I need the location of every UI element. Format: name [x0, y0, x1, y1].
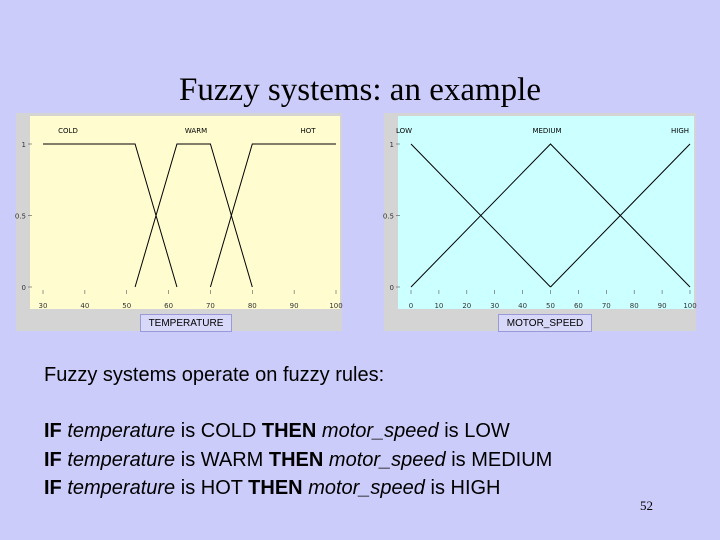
motor-speed-membership-plot: [384, 113, 696, 331]
temperature-membership-plot: [16, 113, 342, 331]
y-tick-label: 0.5: [382, 212, 394, 221]
membership-label-high: HIGH: [670, 127, 690, 135]
y-tick-label: 0: [21, 284, 26, 292]
y-tick-label: 0: [389, 284, 394, 292]
motor-speed-variable-label: MOTOR_SPEED: [498, 314, 592, 332]
x-tick-label: 100: [329, 302, 343, 310]
membership-label-low: LOW: [395, 127, 413, 135]
rule-keyword-then: THEN: [268, 449, 324, 471]
x-tick-label: 90: [657, 302, 667, 310]
rule-keyword-if: IF: [44, 420, 62, 442]
rule-antecedent-term: is WARM: [180, 449, 264, 471]
membership-label-medium: MEDIUM: [532, 127, 562, 135]
rule-consequent-variable: motor_speed: [321, 420, 439, 442]
rule-antecedent-term: is HOT: [180, 477, 243, 499]
x-tick-label: 30: [38, 302, 48, 310]
rule-3: [44, 477, 501, 500]
x-tick-label: 50: [546, 302, 555, 310]
temperature-variable-label: TEMPERATURE: [140, 314, 232, 332]
rule-antecedent-variable: temperature: [67, 449, 176, 471]
x-tick-label: 70: [601, 302, 611, 310]
x-tick-label: 30: [490, 302, 500, 310]
rule-consequent-term: is HIGH: [430, 477, 501, 499]
plot-area: [30, 116, 343, 310]
rule-consequent-term: is LOW: [444, 420, 510, 442]
rule-antecedent-term: is COLD: [180, 420, 257, 442]
rule-keyword-then: THEN: [261, 420, 317, 442]
x-tick-label: 40: [80, 302, 90, 310]
x-tick-label: 80: [629, 302, 639, 310]
page-number: 52: [640, 498, 653, 513]
motor-speed-plot-svg: [384, 113, 696, 331]
x-tick-label: 70: [205, 302, 215, 310]
y-tick-label: 1: [389, 141, 394, 149]
x-tick-label: 90: [289, 302, 299, 310]
rule-keyword-then: THEN: [248, 477, 303, 499]
rule-keyword-if: IF: [44, 477, 62, 499]
rule-2: [44, 449, 552, 472]
y-tick-label: 1: [21, 141, 26, 149]
rule-consequent-variable: motor_speed: [328, 449, 446, 471]
rule-consequent-variable: motor_speed: [308, 477, 425, 499]
rule-1: [44, 420, 510, 443]
rule-consequent-term: is MEDIUM: [451, 449, 553, 471]
x-tick-label: 100: [683, 302, 697, 310]
y-tick-label: 0.5: [14, 212, 26, 221]
x-tick-label: 10: [434, 302, 444, 310]
x-tick-label: 80: [247, 302, 257, 310]
x-tick-label: 60: [164, 302, 174, 310]
x-tick-label: 40: [518, 302, 528, 310]
x-tick-label: 0: [408, 302, 414, 310]
membership-label-warm: WARM: [184, 127, 208, 135]
rule-antecedent-variable: temperature: [67, 477, 176, 499]
rules-intro: Fuzzy systems operate on fuzzy rules:: [44, 364, 385, 386]
membership-label-hot: HOT: [300, 127, 316, 135]
temperature-plot-svg: [16, 113, 342, 331]
x-tick-label: 50: [122, 302, 132, 310]
rule-keyword-if: IF: [44, 449, 62, 471]
x-tick-label: 60: [573, 302, 583, 310]
plot-area: [395, 116, 697, 310]
rule-antecedent-variable: temperature: [67, 420, 176, 442]
slide-title: Fuzzy systems: an example: [178, 72, 541, 108]
membership-label-cold: COLD: [58, 127, 78, 135]
x-tick-label: 20: [462, 302, 472, 310]
